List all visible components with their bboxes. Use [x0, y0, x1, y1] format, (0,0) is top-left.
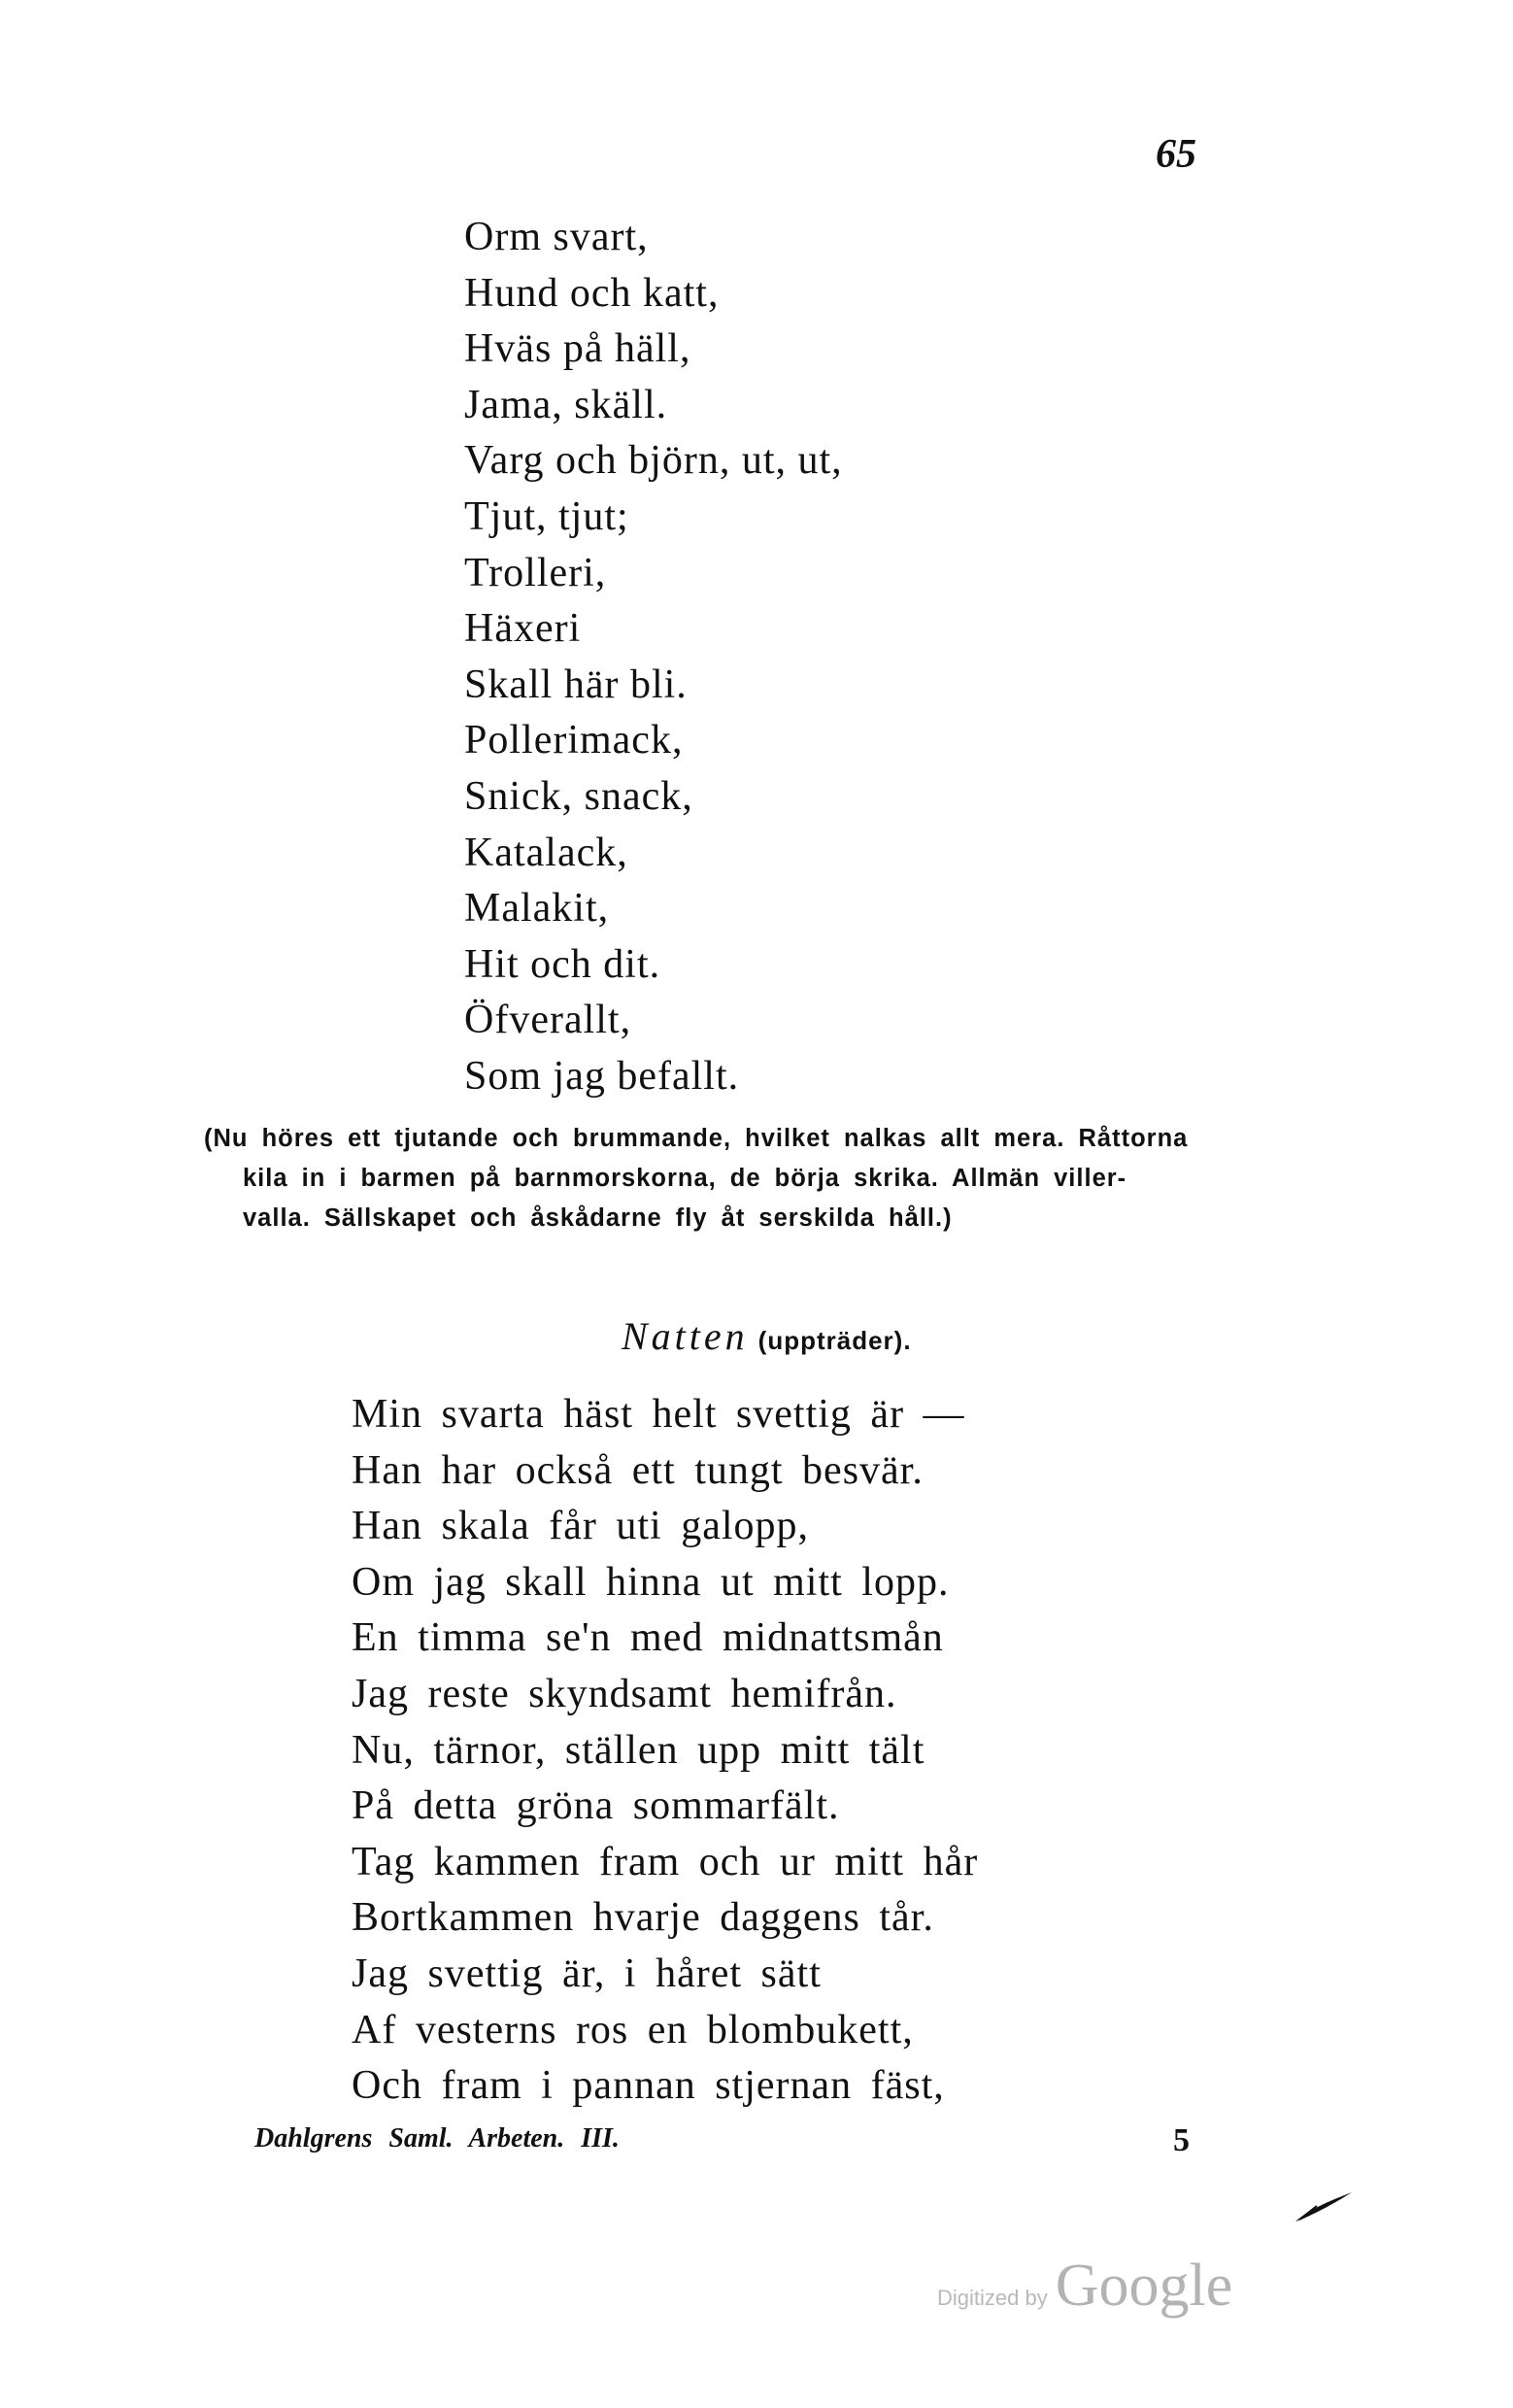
verse-block-incantation — [464, 210, 843, 1105]
page-number: 65 — [1156, 132, 1196, 177]
verse-line: Om jag skall hinna ut mitt lopp. — [352, 1559, 950, 1605]
verse-line: Malakit, — [464, 886, 610, 932]
verse-line: Hväs på häll, — [464, 326, 691, 372]
verse-line: Jama, skäll. — [464, 382, 668, 427]
verse-line: Hund och katt, — [464, 270, 720, 316]
verse-line: Pollerimack, — [464, 718, 684, 763]
verse-line: Katalack, — [464, 830, 628, 875]
verse-line: Tag kammen fram och ur mitt hår — [352, 1839, 979, 1884]
verse-line: Tjut, tjut; — [464, 493, 629, 539]
verse-line: Orm svart, — [464, 215, 649, 259]
verse-line: Bortkammen hvarje daggens tår. — [352, 1895, 934, 1941]
signature-mark: 5 — [1173, 2122, 1190, 2158]
verse-line: Skall här bli. — [464, 661, 688, 707]
verse-line: En timma se'n med midnattsmån — [352, 1615, 944, 1661]
verse-line: Snick, snack, — [464, 773, 693, 819]
stage-direction-line: (Nu höres ett tjutande och brummande, hvilket nalkas allt mera. Råttorna — [204, 1125, 1189, 1152]
stage-direction-line: kila in i barmen på barnmorskorna, de börja skrika. Allmän viller- — [243, 1165, 1127, 1192]
digitized-watermark — [937, 2252, 1232, 2321]
stage-direction — [204, 1119, 1301, 1238]
verse-line: Nu, tärnor, ställen upp mitt tält — [352, 1727, 925, 1773]
verse-line: Jag svettig är, i håret sätt — [352, 1950, 822, 1996]
watermark-prefix: Digitized by — [937, 2286, 1048, 2310]
verse-block-speech — [352, 1387, 978, 2115]
verse-line: Trolleri, — [464, 550, 607, 595]
verse-line: Jag reste skyndsamt hemifrån. — [352, 1671, 897, 1716]
quill-mark-icon — [1294, 2190, 1354, 2223]
verse-line: Min svarta häst helt svettig är — — [352, 1392, 965, 1437]
verse-line: Och fram i pannan stjernan fäst, — [352, 2063, 945, 2109]
verse-line: Varg och björn, ut, ut, — [464, 438, 843, 484]
speaker-direction: (uppträder). — [757, 1326, 912, 1355]
google-logo: Google — [1055, 2253, 1233, 2319]
verse-line: Som jag befallt. — [464, 1053, 740, 1099]
speaker-name: Natten — [622, 1314, 749, 1358]
verse-line: Hit och dit. — [464, 941, 661, 987]
verse-line: På detta gröna sommarfält. — [352, 1783, 840, 1829]
verse-line: Af vesterns ros en blombukett, — [352, 2007, 914, 2052]
verse-line: Öfverallt, — [464, 998, 632, 1043]
stage-direction-line: valla. Sällskapet och åskådarne fly åt serskilda håll.) — [243, 1204, 953, 1232]
verse-line: Han har också ett tungt besvär. — [352, 1447, 924, 1493]
speaker-heading — [622, 1313, 912, 1359]
verse-line: Han skala får uti galopp, — [352, 1504, 810, 1549]
verse-line: Häxeri — [464, 606, 582, 652]
footer-reference: Dahlgrens Saml. Arbeten. III. — [254, 2123, 620, 2154]
